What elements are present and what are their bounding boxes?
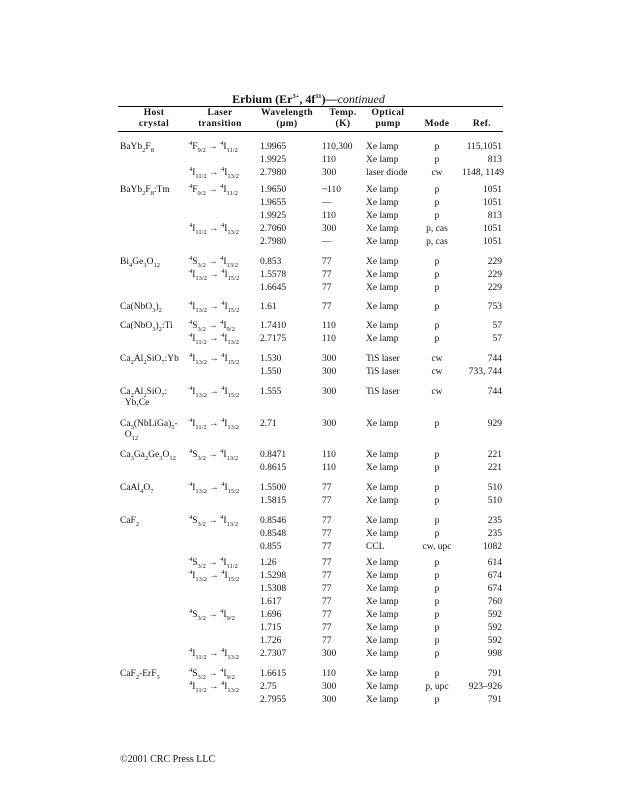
wavelength-cell: 2.7980: [260, 237, 287, 247]
reference-cell: 760: [487, 597, 502, 607]
reference-cell: 235: [487, 516, 502, 526]
optical-pump-cell: Xe lamp: [366, 682, 399, 692]
laser-transition-cell: $^4I_{11/2} \to ^4I_{13/2}$: [189, 221, 239, 236]
temperature-cell: 300: [322, 695, 337, 705]
optical-pump-cell: Xe lamp: [366, 270, 399, 280]
temperature-cell: 300: [322, 224, 337, 234]
temperature-cell: 77: [322, 571, 332, 581]
reference-cell: 115,1051: [466, 142, 502, 152]
temperature-cell: 77: [322, 597, 332, 607]
optical-pump-cell: Xe lamp: [366, 516, 399, 526]
host-crystal-cell: $BaYb_2F_8:Tm$: [120, 185, 170, 197]
reference-cell: 510: [487, 483, 502, 493]
laser-transition-cell: $^4I_{13/2} \to ^4I_{15/2}$: [189, 480, 240, 495]
temperature-cell: 110: [322, 463, 336, 473]
reference-cell: 744: [487, 354, 502, 364]
temperature-cell: 300: [322, 168, 337, 178]
reference-cell: 1051: [483, 224, 502, 234]
laser-transition-cell: $^4F_{9/2} \to ^4I_{11/2}$: [189, 182, 238, 197]
optical-pump-cell: Xe lamp: [366, 529, 399, 539]
temperature-cell: 77: [322, 623, 332, 633]
optical-pump-cell: Xe lamp: [366, 483, 399, 493]
host-crystal-cell: CaF$_2$: [120, 516, 140, 528]
temperature-cell: 77: [322, 270, 332, 280]
mode-cell: cw: [431, 354, 443, 364]
laser-transition-cell: $^4I_{13/2} \to ^4I_{15/2}$: [189, 267, 240, 282]
mode-cell: p: [434, 610, 440, 620]
temperature-cell: 110: [322, 211, 336, 221]
mode-cell: p: [434, 584, 440, 594]
mode-cell: p: [434, 463, 440, 473]
mode-cell: p: [434, 302, 440, 312]
mode-cell: p: [434, 283, 440, 293]
reference-cell: 813: [487, 155, 502, 165]
wavelength-cell: 1.7410: [260, 321, 287, 331]
optical-pump-cell: Xe lamp: [366, 142, 399, 152]
header-ref: Ref.: [472, 119, 492, 129]
reference-cell: 791: [487, 695, 502, 705]
header-host: Host crystal: [138, 108, 170, 129]
temperature-cell: 77: [322, 283, 332, 293]
mode-cell: cw, upc: [422, 542, 452, 552]
optical-pump-cell: Xe lamp: [366, 695, 399, 705]
temperature-cell: 77: [322, 636, 332, 646]
wavelength-cell: 1.9655: [260, 198, 287, 208]
reference-cell: 998: [487, 649, 502, 659]
temperature-cell: 77: [322, 542, 332, 552]
header-mode: Mode: [424, 119, 450, 129]
wavelength-cell: 1.26: [260, 558, 277, 568]
wavelength-cell: 1.5298: [260, 571, 287, 581]
host-crystal-cell: $Ca_3(NbLiGa)_5-$ $O_{12}$: [120, 419, 178, 442]
reference-cell: 929: [487, 419, 502, 429]
wavelength-cell: 1.6645: [260, 283, 287, 293]
optical-pump-cell: Xe lamp: [366, 597, 399, 607]
host-crystal-cell: CaF$_2$-ErF$_3$: [120, 669, 160, 681]
optical-pump-cell: Xe lamp: [366, 224, 399, 234]
mode-cell: p: [434, 695, 440, 705]
host-crystal-cell: $Ca_2Al_2SiO_7$: Yb,Ce: [120, 387, 168, 408]
temperature-cell: 110,300: [322, 142, 353, 152]
header-rule: [118, 131, 503, 132]
mode-cell: p: [434, 597, 440, 607]
optical-pump-cell: Xe lamp: [366, 669, 399, 679]
optical-pump-cell: Xe lamp: [366, 321, 399, 331]
laser-transition-cell: $^4I_{11/2} \to ^4I_{13/2}$: [189, 331, 239, 346]
optical-pump-cell: Xe lamp: [366, 198, 399, 208]
mode-cell: p: [434, 571, 440, 581]
wavelength-cell: 1.5578: [260, 270, 287, 280]
optical-pump-cell: Xe lamp: [366, 636, 399, 646]
reference-cell: 592: [487, 636, 502, 646]
host-crystal-cell: $BaYb_2F_8$: [120, 142, 154, 154]
wavelength-cell: 0.8546: [260, 516, 287, 526]
temperature-cell: 300: [322, 387, 337, 397]
mode-cell: p: [434, 623, 440, 633]
optical-pump-cell: Xe lamp: [366, 211, 399, 221]
reference-cell: 744: [487, 387, 502, 397]
mode-cell: p: [434, 270, 440, 280]
temperature-cell: 110: [322, 321, 336, 331]
mode-cell: p, upc: [425, 682, 449, 692]
laser-transition-cell: $^4S_{3/2} \to ^4I_{13/2}$: [189, 447, 239, 462]
laser-transition-cell: $^4I_{13/2} \to ^4I_{15/2}$: [189, 384, 240, 399]
laser-transition-cell: $^4S_{3/2} \to ^4I_{13/2}$: [189, 513, 239, 528]
reference-cell: 592: [487, 623, 502, 633]
mode-cell: p: [434, 142, 440, 152]
laser-transition-cell: $^4S_{3/2} \to ^4I_{9/2}$: [189, 666, 235, 681]
wavelength-cell: 2.71: [260, 419, 277, 429]
laser-transition-cell: $^4I_{13/2} \to ^4I_{15/2}$: [189, 568, 240, 583]
top-rule: [118, 106, 503, 107]
temperature-cell: 300: [322, 419, 337, 429]
mode-cell: p: [434, 669, 440, 679]
laser-transition-cell: $^4I_{13/2} \to ^4I_{15/2}$: [189, 299, 240, 314]
optical-pump-cell: Xe lamp: [366, 623, 399, 633]
reference-cell: 753: [487, 302, 502, 312]
reference-cell: 1051: [483, 185, 502, 195]
wavelength-cell: 0.8548: [260, 529, 287, 539]
wavelength-cell: 1.617: [260, 597, 282, 607]
optical-pump-cell: Xe lamp: [366, 185, 399, 195]
host-crystal-cell: $Bi_4Ge_3O_{12}$: [120, 257, 160, 269]
host-crystal-cell: $CaAl_4O_7$: [120, 483, 154, 495]
temperature-cell: 77: [322, 558, 332, 568]
wavelength-cell: 0.8615: [260, 463, 287, 473]
optical-pump-cell: Xe lamp: [366, 450, 399, 460]
optical-pump-cell: TiS laser: [366, 387, 400, 397]
temperature-cell: 110: [322, 450, 336, 460]
mode-cell: cw: [431, 367, 443, 377]
optical-pump-cell: CCL: [366, 542, 385, 552]
optical-pump-cell: TiS laser: [366, 367, 400, 377]
reference-cell: 229: [487, 283, 502, 293]
wavelength-cell: 2.7980: [260, 168, 287, 178]
host-crystal-cell: $Ca_3Ga_2Ge_3O_{12}$: [120, 450, 176, 462]
wavelength-cell: 0.8471: [260, 450, 287, 460]
temperature-cell: ~110: [322, 185, 342, 195]
reference-cell: 229: [487, 270, 502, 280]
copyright-footer: ©2001 CRC Press LLC: [120, 754, 216, 765]
wavelength-cell: 1.9965: [260, 142, 287, 152]
mode-cell: p: [434, 649, 440, 659]
header-temp: Temp. (K): [329, 108, 357, 129]
wavelength-cell: 1.550: [260, 367, 282, 377]
laser-transition-cell: $^4S_{3/2} \to ^4I_{9/2}$: [189, 318, 235, 333]
temperature-cell: 77: [322, 496, 332, 506]
reference-cell: 1051: [483, 198, 502, 208]
wavelength-cell: 1.9650: [260, 185, 287, 195]
wavelength-cell: 1.5308: [260, 584, 287, 594]
optical-pump-cell: Xe lamp: [366, 257, 399, 267]
mode-cell: p: [434, 419, 440, 429]
temperature-cell: 110: [322, 669, 336, 679]
header-transition: Laser transition: [198, 108, 242, 129]
reference-cell: 733, 744: [468, 367, 502, 377]
optical-pump-cell: Xe lamp: [366, 302, 399, 312]
mode-cell: p: [434, 529, 440, 539]
wavelength-cell: 1.696: [260, 610, 282, 620]
optical-pump-cell: Xe lamp: [366, 237, 399, 247]
mode-cell: cw: [431, 168, 443, 178]
temperature-cell: 77: [322, 483, 332, 493]
reference-cell: 57: [492, 321, 502, 331]
mode-cell: p: [434, 155, 440, 165]
temperature-cell: 77: [322, 257, 332, 267]
optical-pump-cell: Xe lamp: [366, 558, 399, 568]
temperature-cell: 77: [322, 302, 332, 312]
host-crystal-cell: $Ca(NbO_3)_2$: [120, 302, 162, 314]
optical-pump-cell: Xe lamp: [366, 419, 399, 429]
temperature-cell: —: [322, 237, 332, 247]
mode-cell: p, cas: [426, 237, 448, 247]
temperature-cell: —: [322, 198, 332, 208]
reference-cell: 510: [487, 496, 502, 506]
header-wavelength: Wavelength (μm): [260, 108, 314, 129]
temperature-cell: 77: [322, 584, 332, 594]
reference-cell: 674: [487, 571, 502, 581]
reference-cell: 1082: [483, 542, 502, 552]
wavelength-cell: 1.715: [260, 623, 282, 633]
reference-cell: 674: [487, 584, 502, 594]
optical-pump-cell: Xe lamp: [366, 496, 399, 506]
wavelength-cell: 1.726: [260, 636, 282, 646]
reference-cell: 923–926: [468, 682, 502, 692]
mode-cell: p: [434, 516, 440, 526]
temperature-cell: 300: [322, 367, 337, 377]
wavelength-cell: 2.7060: [260, 224, 287, 234]
mode-cell: p: [434, 450, 440, 460]
mode-cell: p: [434, 483, 440, 493]
laser-transition-cell: $^4S_{3/2} \to ^4I_{11/2}$: [189, 555, 238, 570]
reference-cell: 235: [487, 529, 502, 539]
wavelength-cell: 2.7307: [260, 649, 287, 659]
mode-cell: p: [434, 185, 440, 195]
mode-cell: p: [434, 636, 440, 646]
wavelength-cell: 1.9925: [260, 211, 287, 221]
reference-cell: 791: [487, 669, 502, 679]
wavelength-cell: 2.75: [260, 682, 277, 692]
optical-pump-cell: Xe lamp: [366, 571, 399, 581]
reference-cell: 57: [492, 334, 502, 344]
reference-cell: 614: [487, 558, 502, 568]
page-title: Erbium ($Er^{3+}$, $4f^{11})—continued$: [232, 92, 385, 106]
temperature-cell: 110: [322, 334, 336, 344]
reference-cell: 813: [487, 211, 502, 221]
wavelength-cell: 1.555: [260, 387, 282, 397]
optical-pump-cell: Xe lamp: [366, 584, 399, 594]
temperature-cell: 300: [322, 649, 337, 659]
reference-cell: 221: [487, 463, 502, 473]
temperature-cell: 77: [322, 610, 332, 620]
optical-pump-cell: laser diode: [366, 168, 408, 178]
wavelength-cell: 1.530: [260, 354, 282, 364]
mode-cell: p, cas: [426, 224, 448, 234]
mode-cell: p: [434, 321, 440, 331]
optical-pump-cell: TiS laser: [366, 354, 400, 364]
laser-transition-cell: $^4S_{3/2} \to ^4I_{9/2}$: [189, 607, 235, 622]
wavelength-cell: 0.855: [260, 542, 282, 552]
mode-cell: cw: [431, 387, 443, 397]
mode-cell: p: [434, 257, 440, 267]
header-pump: Optical pump: [371, 108, 405, 129]
wavelength-cell: 1.61: [260, 302, 277, 312]
reference-cell: 1051: [483, 237, 502, 247]
laser-transition-cell: $^4I_{11/2} \to ^4I_{13/2}$: [189, 165, 239, 180]
reference-cell: 221: [487, 450, 502, 460]
temperature-cell: 77: [322, 529, 332, 539]
wavelength-cell: 2.7955: [260, 695, 287, 705]
mode-cell: p: [434, 334, 440, 344]
wavelength-cell: 1.9925: [260, 155, 287, 165]
host-crystal-cell: $Ca_2Al_2SiO_7:Yb$: [120, 354, 179, 366]
optical-pump-cell: Xe lamp: [366, 334, 399, 344]
temperature-cell: 300: [322, 682, 337, 692]
laser-transition-cell: $^4S_{3/2} \to ^4I_{13/2}$: [189, 254, 239, 269]
reference-cell: 592: [487, 610, 502, 620]
optical-pump-cell: Xe lamp: [366, 463, 399, 473]
mode-cell: p: [434, 211, 440, 221]
laser-transition-cell: $^4I_{13/2} \to ^4I_{15/2}$: [189, 351, 240, 366]
temperature-cell: 77: [322, 516, 332, 526]
optical-pump-cell: Xe lamp: [366, 649, 399, 659]
optical-pump-cell: Xe lamp: [366, 155, 399, 165]
reference-cell: 229: [487, 257, 502, 267]
wavelength-cell: 2.7175: [260, 334, 287, 344]
laser-transition-cell: $^4I_{11/2} \to ^4I_{13/2}$: [189, 416, 239, 431]
host-crystal-cell: $Ca(NbO_3)_2:Ti$: [120, 321, 173, 333]
mode-cell: p: [434, 558, 440, 568]
wavelength-cell: 0.853: [260, 257, 282, 267]
optical-pump-cell: Xe lamp: [366, 610, 399, 620]
mode-cell: p: [434, 198, 440, 208]
temperature-cell: 110: [322, 155, 336, 165]
wavelength-cell: 1.5500: [260, 483, 287, 493]
reference-cell: 1148, 1149: [462, 168, 505, 178]
temperature-cell: 300: [322, 354, 337, 364]
mode-cell: p: [434, 496, 440, 506]
laser-transition-cell: $^4F_{9/2} \to ^4I_{11/2}$: [189, 139, 238, 154]
optical-pump-cell: Xe lamp: [366, 283, 399, 293]
wavelength-cell: 1.6615: [260, 669, 287, 679]
laser-transition-cell: $^4I_{11/2} \to ^4I_{13/2}$: [189, 679, 239, 694]
laser-transition-cell: $^4I_{11/2} \to ^4I_{13/2}$: [189, 646, 239, 661]
wavelength-cell: 1.5815: [260, 496, 287, 506]
